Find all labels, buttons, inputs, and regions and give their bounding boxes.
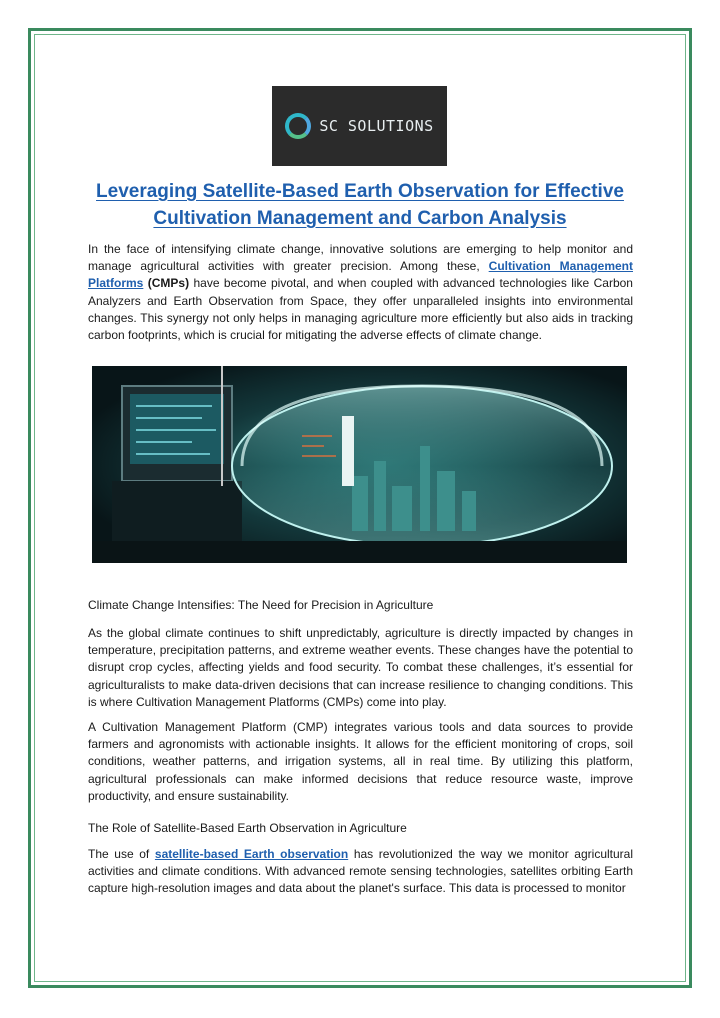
article-title-line2: Cultivation Management and Carbon Analysis [153, 208, 567, 229]
intro-text-1: In the face of intensifying climate change, innovative solutions are emerging to help monitor and manage agricultural activities with greater precision. Among these, [88, 242, 633, 274]
logo-ring-icon [285, 113, 311, 139]
logo-text: SC SOLUTIONS [319, 117, 434, 135]
section2-paragraph [88, 846, 633, 898]
intro-text-2: have become pivotal, and when coupled with advanced technologies like Carbon Analyzers and Earth Observation from Space, they offer unparalleled insights into environmental changes. This synergy not only helps in managing agriculture more efficiently but also aids in tracking carbon footprints, which is crucial for mitigating the adverse effects of climate change. [88, 276, 633, 343]
section2-text-1: The use of [88, 847, 150, 861]
section1-paragraph1: As the global climate continues to shift unpredictably, agriculture is directly impacted by changes in temperature, precipitation patterns, and extreme weather events. These changes have the potential to disrupt crop cycles, affecting yields and food security. To combat these challenges, it’s essential for agriculturalists to make data-driven decisions that can increase resilience to changing conditions. This is where Cultivation Management Platforms (CMPs) come into play. [88, 626, 633, 709]
section2-heading: The Role of Satellite-Based Earth Observation in Agriculture [88, 821, 407, 835]
intro-bold: (CMPs) [147, 276, 190, 291]
section1-heading: Climate Change Intensifies: The Need for Precision in Agriculture [88, 598, 434, 612]
section1-paragraph2: A Cultivation Management Platform (CMP) integrates various tools and data sources to provide farmers and agronomists with actionable insights. It allows for the efficient monitoring of crops, soil conditions, weather patterns, and irrigation systems, all in real time. By utilizing this platform, agricultural professionals can make informed decisions that reduce resource waste, improve productivity, and ensure sustainability. [88, 720, 633, 803]
article-title-line1: Leveraging Satellite-Based Earth Observation for Effective [96, 181, 624, 202]
company-logo [272, 86, 447, 166]
article-title [70, 178, 650, 232]
intro-paragraph [88, 241, 633, 344]
hero-illustration [92, 366, 627, 563]
section2-text-2: has revolutionized the way we monitor agricultural activities and climate conditions. With advanced remote sensing technologies, satellites orbiting Earth capture high-resolution images and data about the planet's surface. This data is processed to monitor [88, 847, 633, 896]
satellite-observation-link[interactable]: satellite-based Earth observation [154, 847, 349, 861]
cmp-link[interactable]: Cultivation Management Platforms [88, 259, 633, 291]
hero-image [92, 366, 627, 563]
